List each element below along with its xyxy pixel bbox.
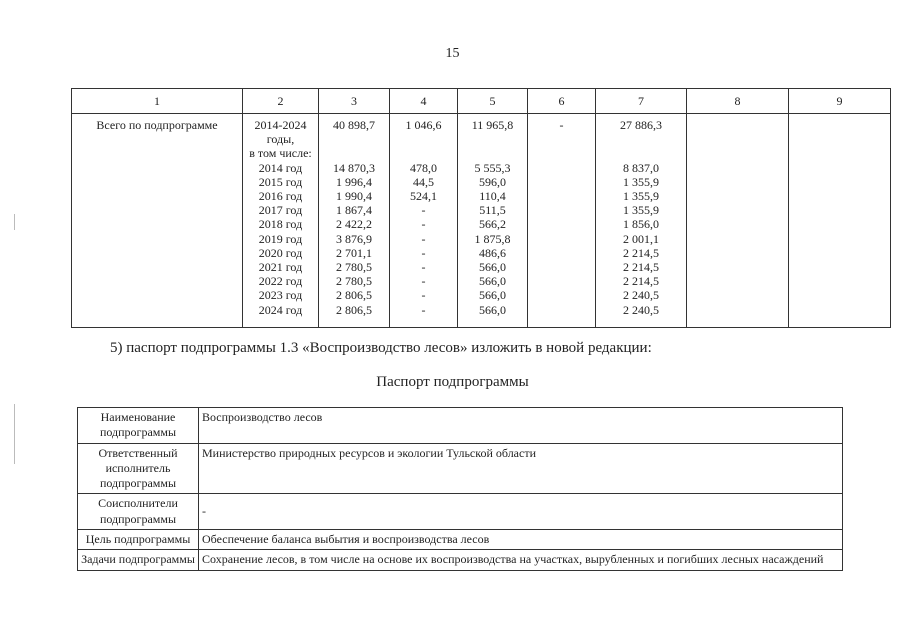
cell-line: 40 898,7 xyxy=(333,118,375,132)
cell-line: 2 240,5 xyxy=(623,302,659,317)
column-header: 5 xyxy=(458,89,528,114)
column-header: 3 xyxy=(319,89,390,114)
column-header: 1 xyxy=(72,89,243,114)
cell-line: - xyxy=(421,203,426,218)
cell-line: 566,2 xyxy=(479,217,506,232)
passport-value: Воспроизводство лесов xyxy=(199,408,843,444)
table-row xyxy=(78,494,843,530)
cell-line: 2 701,1 xyxy=(336,245,372,260)
cell-line: 2022 год xyxy=(258,274,303,289)
funding-table xyxy=(71,88,891,328)
column-header: 2 xyxy=(243,89,319,114)
funding-table-header xyxy=(72,89,891,114)
cell-line xyxy=(392,146,455,160)
cell-line: - xyxy=(421,274,426,289)
cell-line: 2020 год xyxy=(258,245,303,260)
column-header: 8 xyxy=(687,89,789,114)
cell-line: 2023 год xyxy=(258,288,303,303)
cell-line xyxy=(598,132,684,146)
cell-line: в том числе: xyxy=(249,146,312,161)
cell-line xyxy=(460,146,525,160)
amendment-text: 5) паспорт подпрограммы 1.3 «Воспроизводство лесов» изложить в новой редакции: xyxy=(110,340,652,356)
cell-line: 566,0 xyxy=(479,288,506,303)
passport-label: Цель подпрограммы xyxy=(78,530,199,550)
passport-value: Сохранение лесов, в том числе на основе их воспроизводства на участках, вырубленных и погибших лесных насаждений xyxy=(199,550,843,570)
scan-mark xyxy=(14,214,15,230)
page-number: 15 xyxy=(445,46,460,61)
cell-line: 478,0 xyxy=(410,160,437,175)
passport-value: Министерство природных ресурсов и экологии Тульской области xyxy=(199,443,843,494)
cell-line: - xyxy=(559,118,564,132)
cell-line: 2 422,2 xyxy=(336,217,372,232)
cell-line: 566,0 xyxy=(479,260,506,275)
column-header: 7 xyxy=(596,89,687,114)
passport-value: - xyxy=(199,494,843,530)
cell-line: 44,5 xyxy=(413,174,434,189)
cell-line: 596,0 xyxy=(479,174,506,189)
cell-line: 1 856,0 xyxy=(623,217,659,232)
cell-line: годы, xyxy=(266,132,295,147)
cell-line: 2014-2024 xyxy=(254,118,307,132)
cell-line xyxy=(598,146,684,160)
cell-line: 11 965,8 xyxy=(471,118,514,132)
column-header: 6 xyxy=(528,89,596,114)
passport-table xyxy=(77,407,843,571)
cell-line: 3 876,9 xyxy=(336,231,372,246)
table-row xyxy=(78,530,843,550)
cell-line: 1 996,4 xyxy=(336,174,372,189)
cell-line xyxy=(321,146,387,160)
cell-line: 566,0 xyxy=(479,302,506,317)
table-row xyxy=(78,408,843,444)
passport-title: Паспорт подпрограммы xyxy=(376,374,529,390)
total-cell xyxy=(319,114,390,328)
federal-cell xyxy=(390,114,458,328)
extrabudget-cell xyxy=(596,114,687,328)
empty-cell xyxy=(789,114,891,328)
cell-line: - xyxy=(421,245,426,260)
passport-value: Обеспечение баланса выбытия и воспроизводства лесов xyxy=(199,530,843,550)
cell-line: 2015 год xyxy=(258,174,303,189)
cell-line: 2 780,5 xyxy=(336,260,372,275)
municipal-cell xyxy=(528,114,596,328)
cell-line: 14 870,3 xyxy=(333,160,375,175)
cell-line: 524,1 xyxy=(410,189,437,204)
cell-line: 8 837,0 xyxy=(623,160,659,175)
cell-line: 2 806,5 xyxy=(336,302,372,317)
cell-line: 27 886,3 xyxy=(620,118,662,132)
cell-line: 1 355,9 xyxy=(623,189,659,204)
passport-label: Ответственный исполнитель подпрограммы xyxy=(78,443,199,494)
empty-cell xyxy=(687,114,789,328)
regional-cell xyxy=(458,114,528,328)
table-row xyxy=(78,443,843,494)
cell-line: 2 214,5 xyxy=(623,245,659,260)
cell-line: 2 001,1 xyxy=(623,231,659,246)
cell-line: 2019 год xyxy=(258,231,303,246)
cell-line: 1 355,9 xyxy=(623,174,659,189)
cell-line: 2018 год xyxy=(258,217,303,232)
cell-line: 486,6 xyxy=(479,245,506,260)
passport-label: Соисполнители подпрограммы xyxy=(78,494,199,530)
cell-line xyxy=(392,132,455,146)
period-cell xyxy=(243,114,319,328)
cell-line: 566,0 xyxy=(479,274,506,289)
cell-line: 1 990,4 xyxy=(336,189,372,204)
table-row xyxy=(78,550,843,570)
cell-line: 1 355,9 xyxy=(623,203,659,218)
cell-line: 2017 год xyxy=(258,203,303,218)
row-name-cell: Всего по подпрограмме xyxy=(72,114,243,328)
cell-line: 2014 год xyxy=(258,160,303,175)
passport-label: Наименование подпрограммы xyxy=(78,408,199,444)
cell-line: 5 555,3 xyxy=(474,160,511,175)
cell-line: 2016 год xyxy=(258,189,303,204)
cell-line: 2 214,5 xyxy=(623,274,659,289)
cell-line: 2 780,5 xyxy=(336,274,372,289)
cell-line: 2 240,5 xyxy=(623,288,659,303)
cell-line: 1 867,4 xyxy=(336,203,372,218)
cell-line: - xyxy=(421,217,426,232)
cell-line: 110,4 xyxy=(479,189,506,204)
cell-line xyxy=(460,132,525,146)
table-row xyxy=(72,114,891,328)
column-header: 4 xyxy=(390,89,458,114)
cell-line: 511,5 xyxy=(479,203,506,218)
cell-line: 2024 год xyxy=(258,302,303,317)
cell-line: - xyxy=(421,231,426,246)
cell-line: 2021 год xyxy=(258,260,303,275)
cell-line: - xyxy=(421,302,426,317)
cell-line: 1 046,6 xyxy=(405,118,442,132)
column-header: 9 xyxy=(789,89,891,114)
cell-line xyxy=(321,132,387,146)
cell-line: - xyxy=(421,288,426,303)
cell-line: 2 806,5 xyxy=(336,288,372,303)
cell-line: 1 875,8 xyxy=(474,231,511,246)
scan-mark xyxy=(14,404,15,464)
cell-line: 2 214,5 xyxy=(623,260,659,275)
cell-line: - xyxy=(421,260,426,275)
passport-label: Задачи подпрограммы xyxy=(78,550,199,570)
